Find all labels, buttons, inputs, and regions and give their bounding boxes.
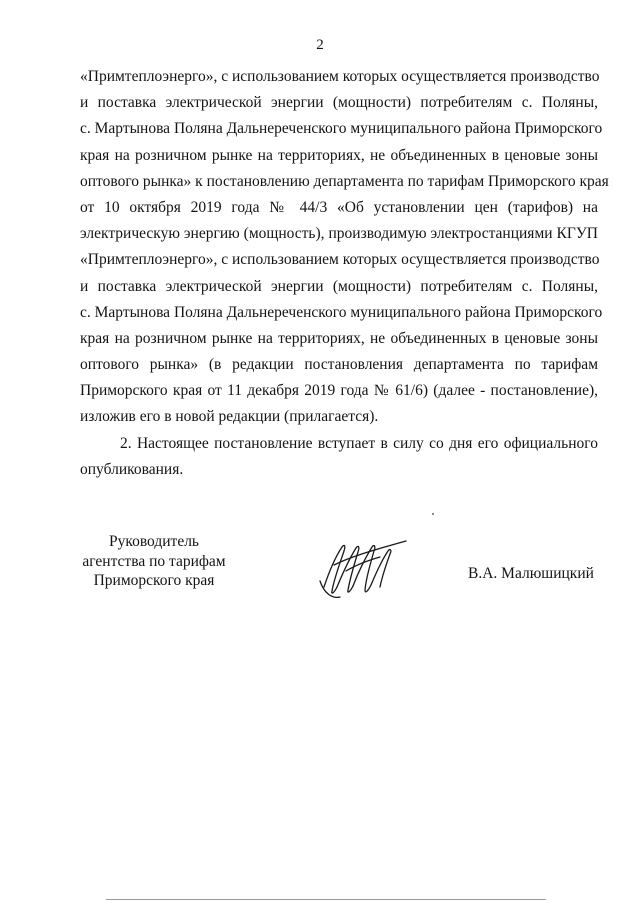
text-line: края на розничном рынке на территориях, не объединенных в ценовые зоны [80, 329, 598, 347]
signatory-position [80, 532, 228, 591]
position-line: Приморского края [93, 572, 215, 589]
page-number: 2 [316, 37, 324, 53]
text-line: опубликования. [80, 460, 184, 478]
text-line: электрическую энергию (мощность), производимую электростанциями КГУП [80, 225, 598, 243]
handwritten-signature [310, 535, 420, 605]
text-line: от 10 октября 2019 года № 44/3 «Об установлении цен (тарифов) на [80, 198, 598, 216]
scan-speck [432, 513, 434, 515]
text-line: с. Мартынова Поляна Дальнереченского муниципального района Приморского [80, 303, 603, 321]
text-line: «Примтеплоэнерго», с использованием которых осуществляется производство [80, 68, 600, 85]
paragraph-1 [80, 64, 609, 431]
text-line: оптового рынка» (в редакции постановления департамента по тарифам [80, 356, 598, 374]
position-line: Руководитель [108, 533, 200, 550]
document-body [80, 64, 609, 483]
text-line: и поставка электрической энергии (мощности) потребителям с. Поляны, [80, 277, 598, 295]
text-line: изложив его в новой редакции (прилагается). [80, 408, 379, 426]
signer-name: В.А. Малюшицкий [468, 565, 594, 582]
bottom-rule [106, 899, 546, 900]
text-line: и поставка электрической энергии (мощности) потребителям с. Поляны, [80, 94, 598, 112]
position-line: агентства по тарифам [82, 552, 226, 570]
paragraph-2 [80, 431, 598, 483]
text-line: 2. Настоящее постановление вступает в силу со дня его официального [120, 434, 598, 452]
text-line: оптового рынка» к постановлению департамента по тарифам Приморского края [80, 172, 609, 190]
text-line: края на розничном рынке на территориях, не объединенных в ценовые зоны [80, 146, 598, 164]
text-line: «Примтеплоэнерго», с использованием которых осуществляется производство [80, 251, 600, 269]
text-line: Приморского края от 11 декабря 2019 года № 61/6) (далее - постановление), [80, 382, 598, 400]
text-line: с. Мартынова Поляна Дальнереченского муниципального района Приморского [80, 120, 603, 138]
